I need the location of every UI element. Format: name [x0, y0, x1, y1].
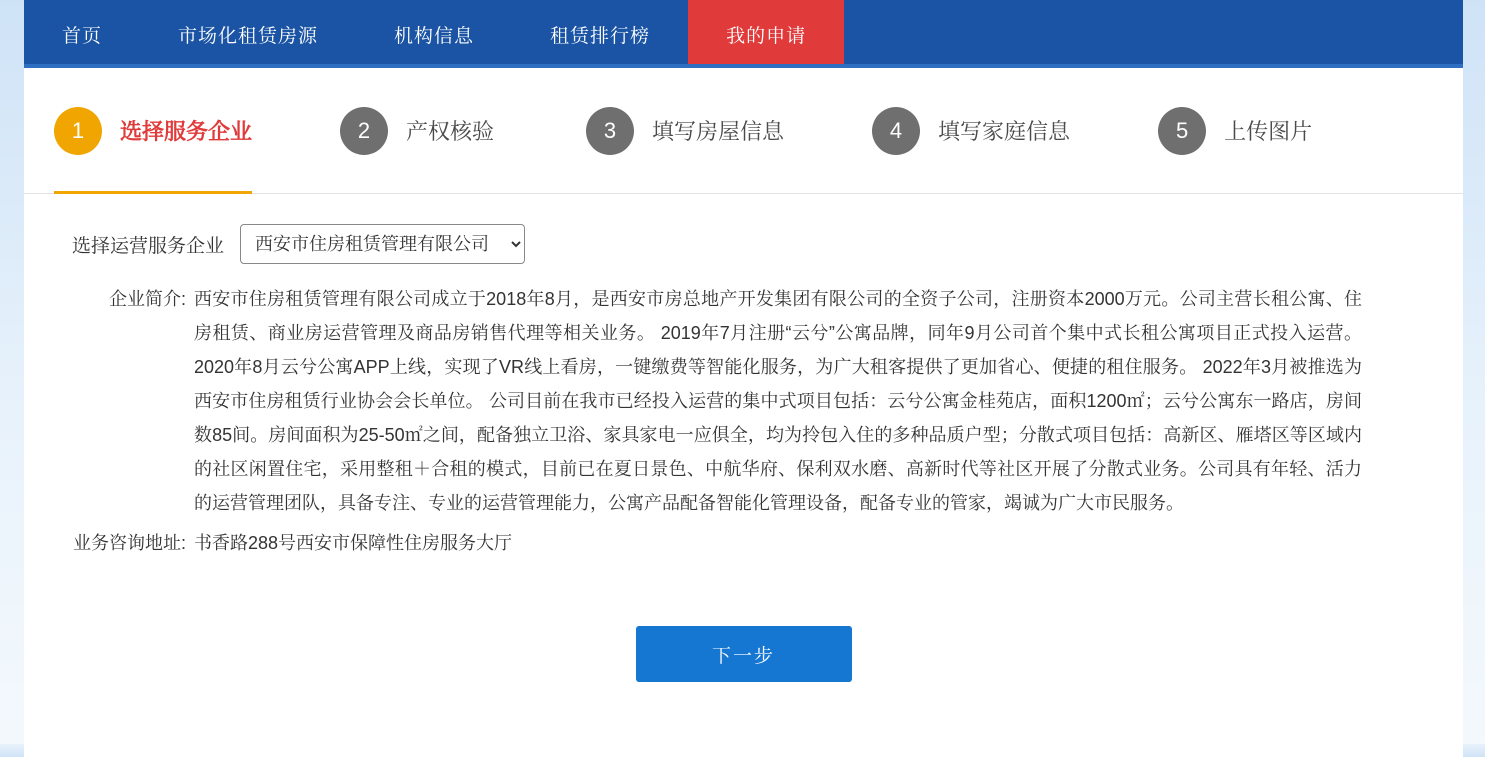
step-select-service-company[interactable]: [54, 68, 252, 194]
next-step-button[interactable]: 下一步: [636, 626, 852, 682]
nav-item-home[interactable]: [24, 0, 140, 68]
step-label: 产权核验: [406, 119, 495, 144]
step-label: 上传图片: [1224, 119, 1313, 144]
form-actions: [48, 626, 1439, 682]
step-label: 选择服务企业: [120, 119, 253, 144]
company-intro-row: [72, 282, 1439, 520]
nav-item-label: 机构信息: [394, 25, 475, 47]
step-house-info[interactable]: [586, 68, 784, 194]
nav-item-label: 我的申请: [726, 25, 807, 47]
step-property-verification[interactable]: [340, 68, 494, 194]
company-address-text: 书香路288号西安市保障性住房服务大厅: [194, 533, 513, 553]
company-description-block: [72, 282, 1439, 560]
page-gutter-left: [0, 0, 24, 757]
content-frame: [24, 0, 1463, 757]
company-address-label: 业务咨询地址:: [72, 533, 186, 553]
step-number-badge: 2: [340, 107, 388, 155]
step-number-badge: 5: [1158, 107, 1206, 155]
step-family-info[interactable]: [872, 68, 1070, 194]
company-intro-label: 企业简介:: [108, 289, 186, 309]
nav-item-label: 租赁排行榜: [550, 25, 651, 47]
step-number-badge: 3: [586, 107, 634, 155]
company-select-label: 选择运营服务企业: [72, 235, 225, 257]
service-company-form: [24, 194, 1463, 682]
step-indicator: [24, 68, 1463, 194]
company-intro-text: 西安市住房租赁管理有限公司成立于2018年8月，是西安市房总地产开发集团有限公司的全资子公司，注册资本2000万元。公司主营长租公寓、住房租赁、商业房运营管理及商品房销售代理等相关业务。 2019年7月注册“云兮”公寓品牌，同年9月公司首个集中式长租公寓项目正式投入运营。 2020年8月云兮公寓APP上线，实现了VR线上看房，一键缴费等智能化服务，为广大租客提供了更加省心、便捷的租住服务。 2022年3月被推选为西安市住房租赁行业协会会长单位。 公司目前在我市已经投入运营的集中式项目包括：云兮公寓金桂苑店，面积1200㎡；云兮公寓东一路店，房间数85间。房间面积为25-50㎡之间，配备独立卫浴、家具家电一应俱全，均为拎包入住的多种品质户型；分散式项目包括：高新区、雁塔区等区域内的社区闲置住宅，采用整租＋合租的模式，目前已在夏日景色、中航华府、保利双水磨、高新时代等社区开展了分散式业务。公司具有年轻、活力的运营管理团队，具备专注、专业的运营管理能力，公寓产品配备智能化管理设备，配备专业的管家，竭诚为广大市民服务。: [194, 289, 1363, 513]
nav-item-my-application[interactable]: [688, 0, 844, 68]
company-select-row: [72, 224, 1439, 264]
nav-item-label: 首页: [62, 25, 103, 47]
step-number-badge: 4: [872, 107, 920, 155]
nav-item-market-rental-listings[interactable]: [140, 0, 356, 68]
nav-item-label: 市场化租赁房源: [178, 25, 319, 47]
step-upload-images[interactable]: [1158, 68, 1312, 194]
main-navigation: [24, 0, 1463, 68]
page-gutter-right: [1463, 0, 1485, 757]
company-select[interactable]: [240, 224, 525, 264]
nav-item-rental-ranking[interactable]: [512, 0, 688, 68]
nav-item-agency-info[interactable]: [356, 0, 512, 68]
step-number-badge: 1: [54, 107, 102, 155]
step-label: 填写房屋信息: [652, 119, 785, 144]
company-address-row: [72, 526, 1439, 560]
page-bottom-inner: [24, 744, 1463, 757]
step-label: 填写家庭信息: [938, 119, 1071, 144]
